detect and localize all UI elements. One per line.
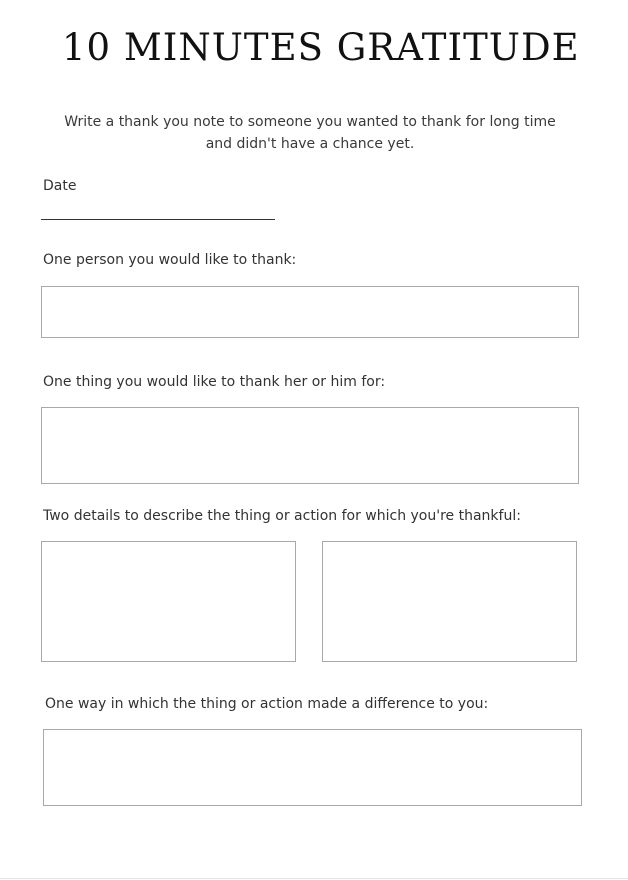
intro-text — [40, 111, 580, 155]
details-label: Two details to describe the thing or action for which you're thankful: — [43, 508, 521, 524]
intro-line-2: and didn't have a chance yet. — [205, 136, 415, 152]
detail-1-answer-box[interactable] — [41, 541, 296, 662]
intro-line-1: Write a thank you note to someone you wanted to thank for long time — [64, 114, 556, 130]
date-line-field[interactable] — [41, 219, 275, 220]
page-bottom-divider — [0, 878, 628, 879]
difference-answer-box[interactable] — [43, 729, 582, 806]
thing-answer-box[interactable] — [41, 407, 579, 484]
person-answer-box[interactable] — [41, 286, 579, 338]
thing-label: One thing you would like to thank her or him for: — [43, 374, 386, 390]
person-label: One person you would like to thank: — [43, 252, 297, 268]
date-label: Date — [43, 178, 77, 194]
difference-label: One way in which the thing or action made a difference to you: — [45, 696, 489, 712]
detail-2-answer-box[interactable] — [322, 541, 577, 662]
page-title: 10 MINUTES GRATITUDE — [62, 26, 580, 69]
